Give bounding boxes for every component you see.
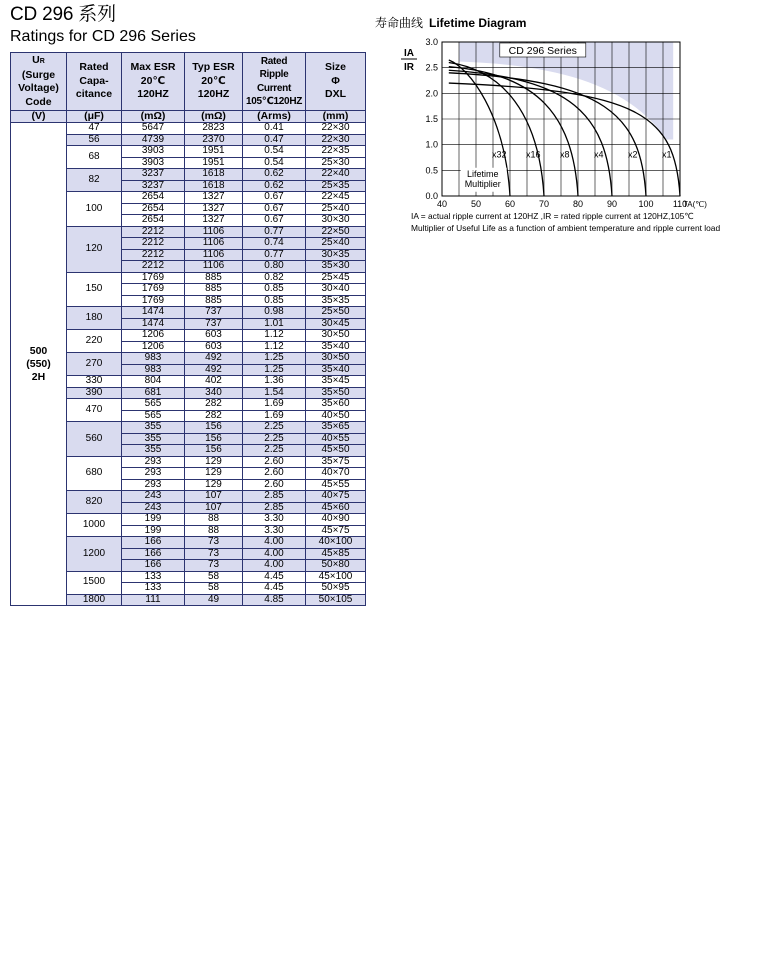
voltage-line: 2H <box>31 370 46 383</box>
y-tick-label: 2.0 <box>425 88 438 99</box>
capacitance-cell: 470 <box>67 399 122 422</box>
header-line: 20℃ <box>201 74 226 87</box>
ripple-cell: 0.67 <box>243 192 306 204</box>
header-line: 120HZ <box>137 88 169 101</box>
typ-esr-cell: 492 <box>185 353 243 365</box>
max-esr-cell: 565 <box>122 399 185 411</box>
ripple-cell: 0.62 <box>243 169 306 181</box>
page-subtitle: Ratings for CD 296 Series <box>10 28 196 45</box>
typ-esr-cell: 737 <box>185 318 243 330</box>
diagram-heading-en: Lifetime Diagram <box>429 16 527 30</box>
typ-esr-cell: 2370 <box>185 134 243 146</box>
max-esr-cell: 2212 <box>122 238 185 250</box>
multiplier-label-line2: Multiplier <box>464 178 501 189</box>
max-esr-cell: 1206 <box>122 330 185 342</box>
size-cell: 40×90 <box>306 514 366 526</box>
ripple-cell: 1.54 <box>243 387 306 399</box>
max-esr-cell: 3237 <box>122 169 185 181</box>
typ-esr-cell: 492 <box>185 364 243 376</box>
max-esr-cell: 199 <box>122 514 185 526</box>
typ-esr-cell: 1951 <box>185 157 243 169</box>
size-cell: 45×50 <box>306 445 366 457</box>
header-line: 20℃ <box>140 74 166 87</box>
typ-esr-cell: 885 <box>185 272 243 284</box>
max-esr-cell: 983 <box>122 364 185 376</box>
typ-esr-cell: 402 <box>185 376 243 388</box>
ripple-cell: 1.25 <box>243 364 306 376</box>
size-cell: 35×60 <box>306 399 366 411</box>
ripple-cell: 1.12 <box>243 330 306 342</box>
header-line: Code <box>25 95 52 108</box>
header-line: 120HZ <box>197 88 230 101</box>
typ-esr-cell: 156 <box>185 433 243 445</box>
ripple-cell: 2.25 <box>243 445 306 457</box>
voltage-line: 500 <box>29 344 48 357</box>
max-esr-cell: 2654 <box>122 203 185 215</box>
ripple-cell: 1.01 <box>243 318 306 330</box>
typ-esr-cell: 340 <box>185 387 243 399</box>
typ-esr-cell: 73 <box>185 560 243 572</box>
ripple-cell: 2.85 <box>243 491 306 503</box>
typ-esr-cell: 603 <box>185 330 243 342</box>
ripple-cell: 1.69 <box>243 399 306 411</box>
ripple-cell: 2.25 <box>243 422 306 434</box>
size-cell: 30×45 <box>306 318 366 330</box>
max-esr-cell: 133 <box>122 583 185 595</box>
ripple-cell: 0.67 <box>243 215 306 227</box>
typ-esr-cell: 58 <box>185 571 243 583</box>
size-cell: 50×95 <box>306 583 366 595</box>
capacitance-cell: 1500 <box>67 571 122 594</box>
size-cell: 25×45 <box>306 272 366 284</box>
header-line: Φ <box>331 74 340 87</box>
size-cell: 35×75 <box>306 456 366 468</box>
typ-esr-cell: 282 <box>185 399 243 411</box>
x-tick-label: 60 <box>504 199 516 209</box>
size-cell: 25×30 <box>306 157 366 169</box>
capacitance-cell: 820 <box>67 491 122 514</box>
ripple-cell: 0.74 <box>243 238 306 250</box>
capacitance-cell: 120 <box>67 226 122 272</box>
typ-esr-cell: 737 <box>185 307 243 319</box>
header-line: Typ ESR <box>192 61 235 74</box>
x-tick-label: 70 <box>538 199 550 209</box>
y-tick-label: 1.0 <box>425 139 438 150</box>
unit-cell: (mm) <box>306 111 366 123</box>
typ-esr-cell: 1951 <box>185 146 243 158</box>
ratings-table <box>10 52 366 606</box>
max-esr-cell: 355 <box>122 422 185 434</box>
multiplier-label-line1: Lifetime <box>466 168 499 179</box>
max-esr-cell: 166 <box>122 548 185 560</box>
diagram-heading-cn: 寿命曲线 <box>375 16 424 30</box>
size-cell: 35×40 <box>306 364 366 376</box>
max-esr-cell: 804 <box>122 376 185 388</box>
ripple-cell: 0.82 <box>243 272 306 284</box>
max-esr-cell: 2212 <box>122 261 185 273</box>
size-cell: 40×75 <box>306 491 366 503</box>
header-line: Rated <box>260 55 288 67</box>
capacitance-cell: 47 <box>67 123 122 135</box>
ripple-cell: 1.69 <box>243 410 306 422</box>
ripple-cell: 4.00 <box>243 548 306 560</box>
table-header-row <box>11 53 366 111</box>
size-cell: 30×50 <box>306 353 366 365</box>
max-esr-cell: 293 <box>122 456 185 468</box>
typ-esr-cell: 282 <box>185 410 243 422</box>
typ-esr-cell: 107 <box>185 491 243 503</box>
voltage-cell <box>11 123 67 606</box>
header-line: Capa- <box>79 74 109 87</box>
max-esr-cell: 355 <box>122 433 185 445</box>
voltage-line: (550) <box>26 357 51 370</box>
capacitance-cell: 82 <box>67 169 122 192</box>
ripple-cell: 3.30 <box>243 514 306 526</box>
size-cell: 35×45 <box>306 376 366 388</box>
typ-esr-cell: 1327 <box>185 215 243 227</box>
max-esr-cell: 1769 <box>122 272 185 284</box>
ripple-cell: 4.00 <box>243 560 306 572</box>
size-cell: 40×50 <box>306 410 366 422</box>
capacitance-cell: 150 <box>67 272 122 307</box>
size-cell: 22×40 <box>306 169 366 181</box>
typ-esr-cell: 1327 <box>185 203 243 215</box>
size-cell: 40×70 <box>306 468 366 480</box>
ripple-cell: 1.12 <box>243 341 306 353</box>
capacitance-cell: 180 <box>67 307 122 330</box>
capacitance-cell: 56 <box>67 134 122 146</box>
max-esr-cell: 3903 <box>122 157 185 169</box>
unit-cell: (Arms) <box>243 111 306 123</box>
max-esr-cell: 5647 <box>122 123 185 135</box>
ripple-cell: 2.60 <box>243 456 306 468</box>
max-esr-cell: 293 <box>122 468 185 480</box>
size-cell: 25×35 <box>306 180 366 192</box>
max-esr-cell: 1206 <box>122 341 185 353</box>
typ-esr-cell: 73 <box>185 548 243 560</box>
multiplier-label-x8: x8 <box>560 149 570 160</box>
x-axis-label: TA(℃) <box>683 200 707 209</box>
size-cell: 30×30 <box>306 215 366 227</box>
multiplier-label-x16: x16 <box>526 149 541 160</box>
header-capacitance <box>67 53 122 111</box>
size-cell: 35×35 <box>306 295 366 307</box>
table-row <box>11 123 366 135</box>
capacitance-cell: 560 <box>67 422 122 457</box>
max-esr-cell: 293 <box>122 479 185 491</box>
header-line: citance <box>75 88 113 101</box>
size-cell: 45×85 <box>306 548 366 560</box>
max-esr-cell: 2212 <box>122 249 185 261</box>
header-line: Ripple <box>259 69 289 80</box>
header-line: DXL <box>325 88 346 101</box>
typ-esr-cell: 885 <box>185 295 243 307</box>
max-esr-cell: 1474 <box>122 318 185 330</box>
typ-esr-cell: 156 <box>185 445 243 457</box>
ripple-cell: 2.85 <box>243 502 306 514</box>
y-tick-label: 2.5 <box>425 62 438 73</box>
size-cell: 40×100 <box>306 537 366 549</box>
x-tick-label: 80 <box>572 199 584 209</box>
max-esr-cell: 4739 <box>122 134 185 146</box>
size-cell: 30×50 <box>306 330 366 342</box>
size-cell: 22×30 <box>306 123 366 135</box>
x-tick-label: 40 <box>436 199 448 209</box>
ripple-cell: 0.77 <box>243 249 306 261</box>
size-cell: 45×60 <box>306 502 366 514</box>
y-axis-numerator: IA <box>404 48 414 59</box>
ripple-cell: 0.47 <box>243 134 306 146</box>
page-title: CD 296 系列 <box>10 4 116 25</box>
max-esr-cell: 2654 <box>122 215 185 227</box>
size-cell: 50×80 <box>306 560 366 572</box>
unit-cell: (μF) <box>67 111 122 123</box>
diagram-note-2: Multiplier of Useful Life as a function of ambient temperature and ripple current load <box>411 223 721 233</box>
size-cell: 30×40 <box>306 284 366 296</box>
ripple-cell: 0.77 <box>243 226 306 238</box>
typ-esr-cell: 58 <box>185 583 243 595</box>
capacitance-cell: 1000 <box>67 514 122 537</box>
size-cell: 22×35 <box>306 146 366 158</box>
max-esr-cell: 1769 <box>122 295 185 307</box>
max-esr-cell: 1769 <box>122 284 185 296</box>
max-esr-cell: 199 <box>122 525 185 537</box>
size-cell: 45×55 <box>306 479 366 491</box>
unit-cell: (mΩ) <box>185 111 243 123</box>
typ-esr-cell: 1106 <box>185 226 243 238</box>
series-label: CD 296 Series <box>508 45 577 57</box>
ripple-cell: 2.60 <box>243 479 306 491</box>
header-line: Max ESR <box>130 61 176 74</box>
max-esr-cell: 681 <box>122 387 185 399</box>
ripple-cell: 4.45 <box>243 571 306 583</box>
header-ripple-current <box>243 53 306 111</box>
y-tick-label: 0.0 <box>425 191 438 201</box>
size-cell: 45×100 <box>306 571 366 583</box>
max-esr-cell: 2654 <box>122 192 185 204</box>
header-line: 105℃120HZ <box>245 96 303 107</box>
typ-esr-cell: 1618 <box>185 180 243 192</box>
header-typ-esr <box>185 53 243 111</box>
typ-esr-cell: 88 <box>185 525 243 537</box>
size-cell: 22×45 <box>306 192 366 204</box>
ripple-cell: 0.98 <box>243 307 306 319</box>
typ-esr-cell: 1618 <box>185 169 243 181</box>
max-esr-cell: 166 <box>122 537 185 549</box>
header-subscript: R <box>39 58 45 65</box>
ripple-cell: 0.54 <box>243 146 306 158</box>
diagram-note-1: IA = actual ripple current at 120HZ ,IR = rated ripple current at 120HZ,105℃ <box>411 211 694 221</box>
typ-esr-cell: 1106 <box>185 249 243 261</box>
size-cell: 30×35 <box>306 249 366 261</box>
ripple-cell: 0.62 <box>243 180 306 192</box>
capacitance-cell: 390 <box>67 387 122 399</box>
max-esr-cell: 111 <box>122 594 185 606</box>
ripple-cell: 2.60 <box>243 468 306 480</box>
capacitance-cell: 1800 <box>67 594 122 606</box>
capacitance-cell: 270 <box>67 353 122 376</box>
max-esr-cell: 983 <box>122 353 185 365</box>
header-ur <box>11 53 67 111</box>
size-cell: 25×40 <box>306 238 366 250</box>
x-tick-label: 50 <box>470 199 482 209</box>
typ-esr-cell: 129 <box>185 456 243 468</box>
ripple-cell: 1.36 <box>243 376 306 388</box>
header-line: Current <box>256 82 291 94</box>
x-tick-label: 110 <box>672 199 688 209</box>
unit-cell: (V) <box>11 111 67 123</box>
y-tick-label: 0.5 <box>425 165 438 176</box>
size-cell: 50×105 <box>306 594 366 606</box>
typ-esr-cell: 1327 <box>185 192 243 204</box>
typ-esr-cell: 73 <box>185 537 243 549</box>
size-cell: 40×55 <box>306 433 366 445</box>
y-tick-label: 3.0 <box>425 37 438 47</box>
size-cell: 35×30 <box>306 261 366 273</box>
multiplier-label-x2: x2 <box>628 149 638 160</box>
header-line: U <box>32 54 40 66</box>
max-esr-cell: 2212 <box>122 226 185 238</box>
ripple-cell: 4.45 <box>243 583 306 595</box>
diagram-heading <box>375 14 526 31</box>
ripple-cell: 0.80 <box>243 261 306 273</box>
ripple-cell: 3.30 <box>243 525 306 537</box>
typ-esr-cell: 129 <box>185 468 243 480</box>
table-units-row <box>11 111 366 123</box>
capacitance-cell: 220 <box>67 330 122 353</box>
typ-esr-cell: 1106 <box>185 238 243 250</box>
ripple-cell: 0.85 <box>243 295 306 307</box>
y-tick-label: 1.5 <box>425 114 438 124</box>
max-esr-cell: 166 <box>122 560 185 572</box>
multiplier-label-x32: x32 <box>492 149 507 160</box>
capacitance-cell: 1200 <box>67 537 122 572</box>
max-esr-cell: 243 <box>122 491 185 503</box>
header-size <box>306 53 366 111</box>
ripple-cell: 0.85 <box>243 284 306 296</box>
multiplier-label-x1: x1 <box>662 149 672 160</box>
ripple-cell: 2.25 <box>243 433 306 445</box>
typ-esr-cell: 1106 <box>185 261 243 273</box>
header-line: Size <box>324 61 346 74</box>
capacitance-cell: 68 <box>67 146 122 169</box>
typ-esr-cell: 107 <box>185 502 243 514</box>
capacitance-cell: 680 <box>67 456 122 491</box>
typ-esr-cell: 129 <box>185 479 243 491</box>
ripple-cell: 0.41 <box>243 123 306 135</box>
x-tick-label: 100 <box>638 199 654 209</box>
header-line: Rated <box>79 61 109 74</box>
max-esr-cell: 355 <box>122 445 185 457</box>
max-esr-cell: 3237 <box>122 180 185 192</box>
typ-esr-cell: 49 <box>185 594 243 606</box>
header-line: (Surge <box>21 68 56 81</box>
header-max-esr <box>122 53 185 111</box>
max-esr-cell: 1474 <box>122 307 185 319</box>
size-cell: 35×50 <box>306 387 366 399</box>
lifetime-diagram <box>395 34 707 214</box>
max-esr-cell: 243 <box>122 502 185 514</box>
capacitance-cell: 330 <box>67 376 122 388</box>
multiplier-label-x4: x4 <box>594 149 604 160</box>
typ-esr-cell: 88 <box>185 514 243 526</box>
ripple-cell: 4.00 <box>243 537 306 549</box>
y-axis-denominator: IR <box>404 62 414 73</box>
size-cell: 35×65 <box>306 422 366 434</box>
ripple-cell: 1.25 <box>243 353 306 365</box>
typ-esr-cell: 603 <box>185 341 243 353</box>
size-cell: 25×40 <box>306 203 366 215</box>
capacitance-cell: 100 <box>67 192 122 227</box>
size-cell: 45×75 <box>306 525 366 537</box>
unit-cell: (mΩ) <box>122 111 185 123</box>
typ-esr-cell: 156 <box>185 422 243 434</box>
max-esr-cell: 3903 <box>122 146 185 158</box>
typ-esr-cell: 885 <box>185 284 243 296</box>
size-cell: 22×50 <box>306 226 366 238</box>
typ-esr-cell: 2823 <box>185 123 243 135</box>
ripple-cell: 0.54 <box>243 157 306 169</box>
table-body <box>11 123 366 606</box>
max-esr-cell: 565 <box>122 410 185 422</box>
size-cell: 25×50 <box>306 307 366 319</box>
x-tick-label: 90 <box>606 199 618 209</box>
ripple-cell: 4.85 <box>243 594 306 606</box>
size-cell: 22×30 <box>306 134 366 146</box>
ripple-cell: 0.67 <box>243 203 306 215</box>
max-esr-cell: 133 <box>122 571 185 583</box>
header-line: Voltage) <box>18 82 59 94</box>
size-cell: 35×40 <box>306 341 366 353</box>
